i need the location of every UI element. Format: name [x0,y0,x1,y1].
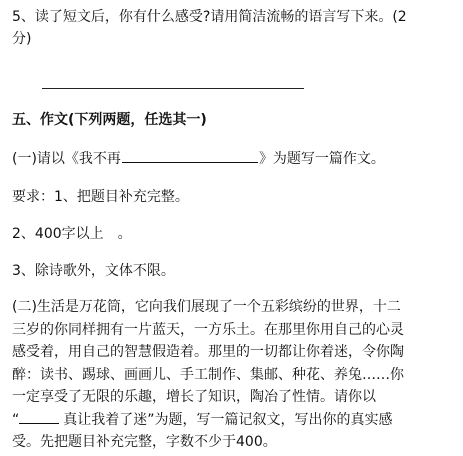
question-5 [12,6,453,50]
question-5-line-2: 分) [12,31,32,47]
topic-2-line: 一定享受了无限的乐趣，增长了知识，陶冶了性情。请你以 [12,389,376,405]
requirements-line: 要求：1、把题目补充完整。 [12,189,189,205]
section-heading: 五、作文(下列两题，任选其一) [12,112,207,128]
topic-1-prefix: (一)请以《我不再 [12,151,121,167]
question-5-line-1: 5、读了短文后，你有什么感受?请用简洁流畅的语言写下来。(2 [12,9,407,25]
topic-2-line-6-text: 真让我着了迷”为题，写一篇记叙文，写出你的真实感 [63,411,393,428]
title-blank-2 [19,409,59,424]
title-blank [122,148,258,163]
requirement-3: 3、除诗歌外，文体不限。 [12,263,175,279]
answer-line [42,88,304,89]
topic-2-line: (二)生活是万花筒，它向我们展现了一个五彩缤纷的世界，十二 [12,299,401,315]
topic-2-line: 三岁的你同样拥有一片蓝天，一方乐土。在那里你用自己的心灵 [12,321,404,338]
topic-1-suffix: 》为题写一篇作文。 [258,151,385,167]
requirement-2: 2、400字以上 。 [12,226,132,242]
topic-2-paragraph [12,296,453,454]
open-quote: “ [12,411,20,428]
topic-2-line-6 [12,409,453,432]
topic-1-prompt [12,148,453,170]
topic-2-line: 感受着，用自己的智慧假造着。那里的一切都让你着迷，令你陶 [12,344,404,360]
topic-2-line-7: 受。先把题目补充完整，字数不少于400。 [12,434,277,450]
topic-2-line: 醉：读书、踢球、画画儿、手工制作、集邮、种花、养兔……你 [12,366,404,383]
